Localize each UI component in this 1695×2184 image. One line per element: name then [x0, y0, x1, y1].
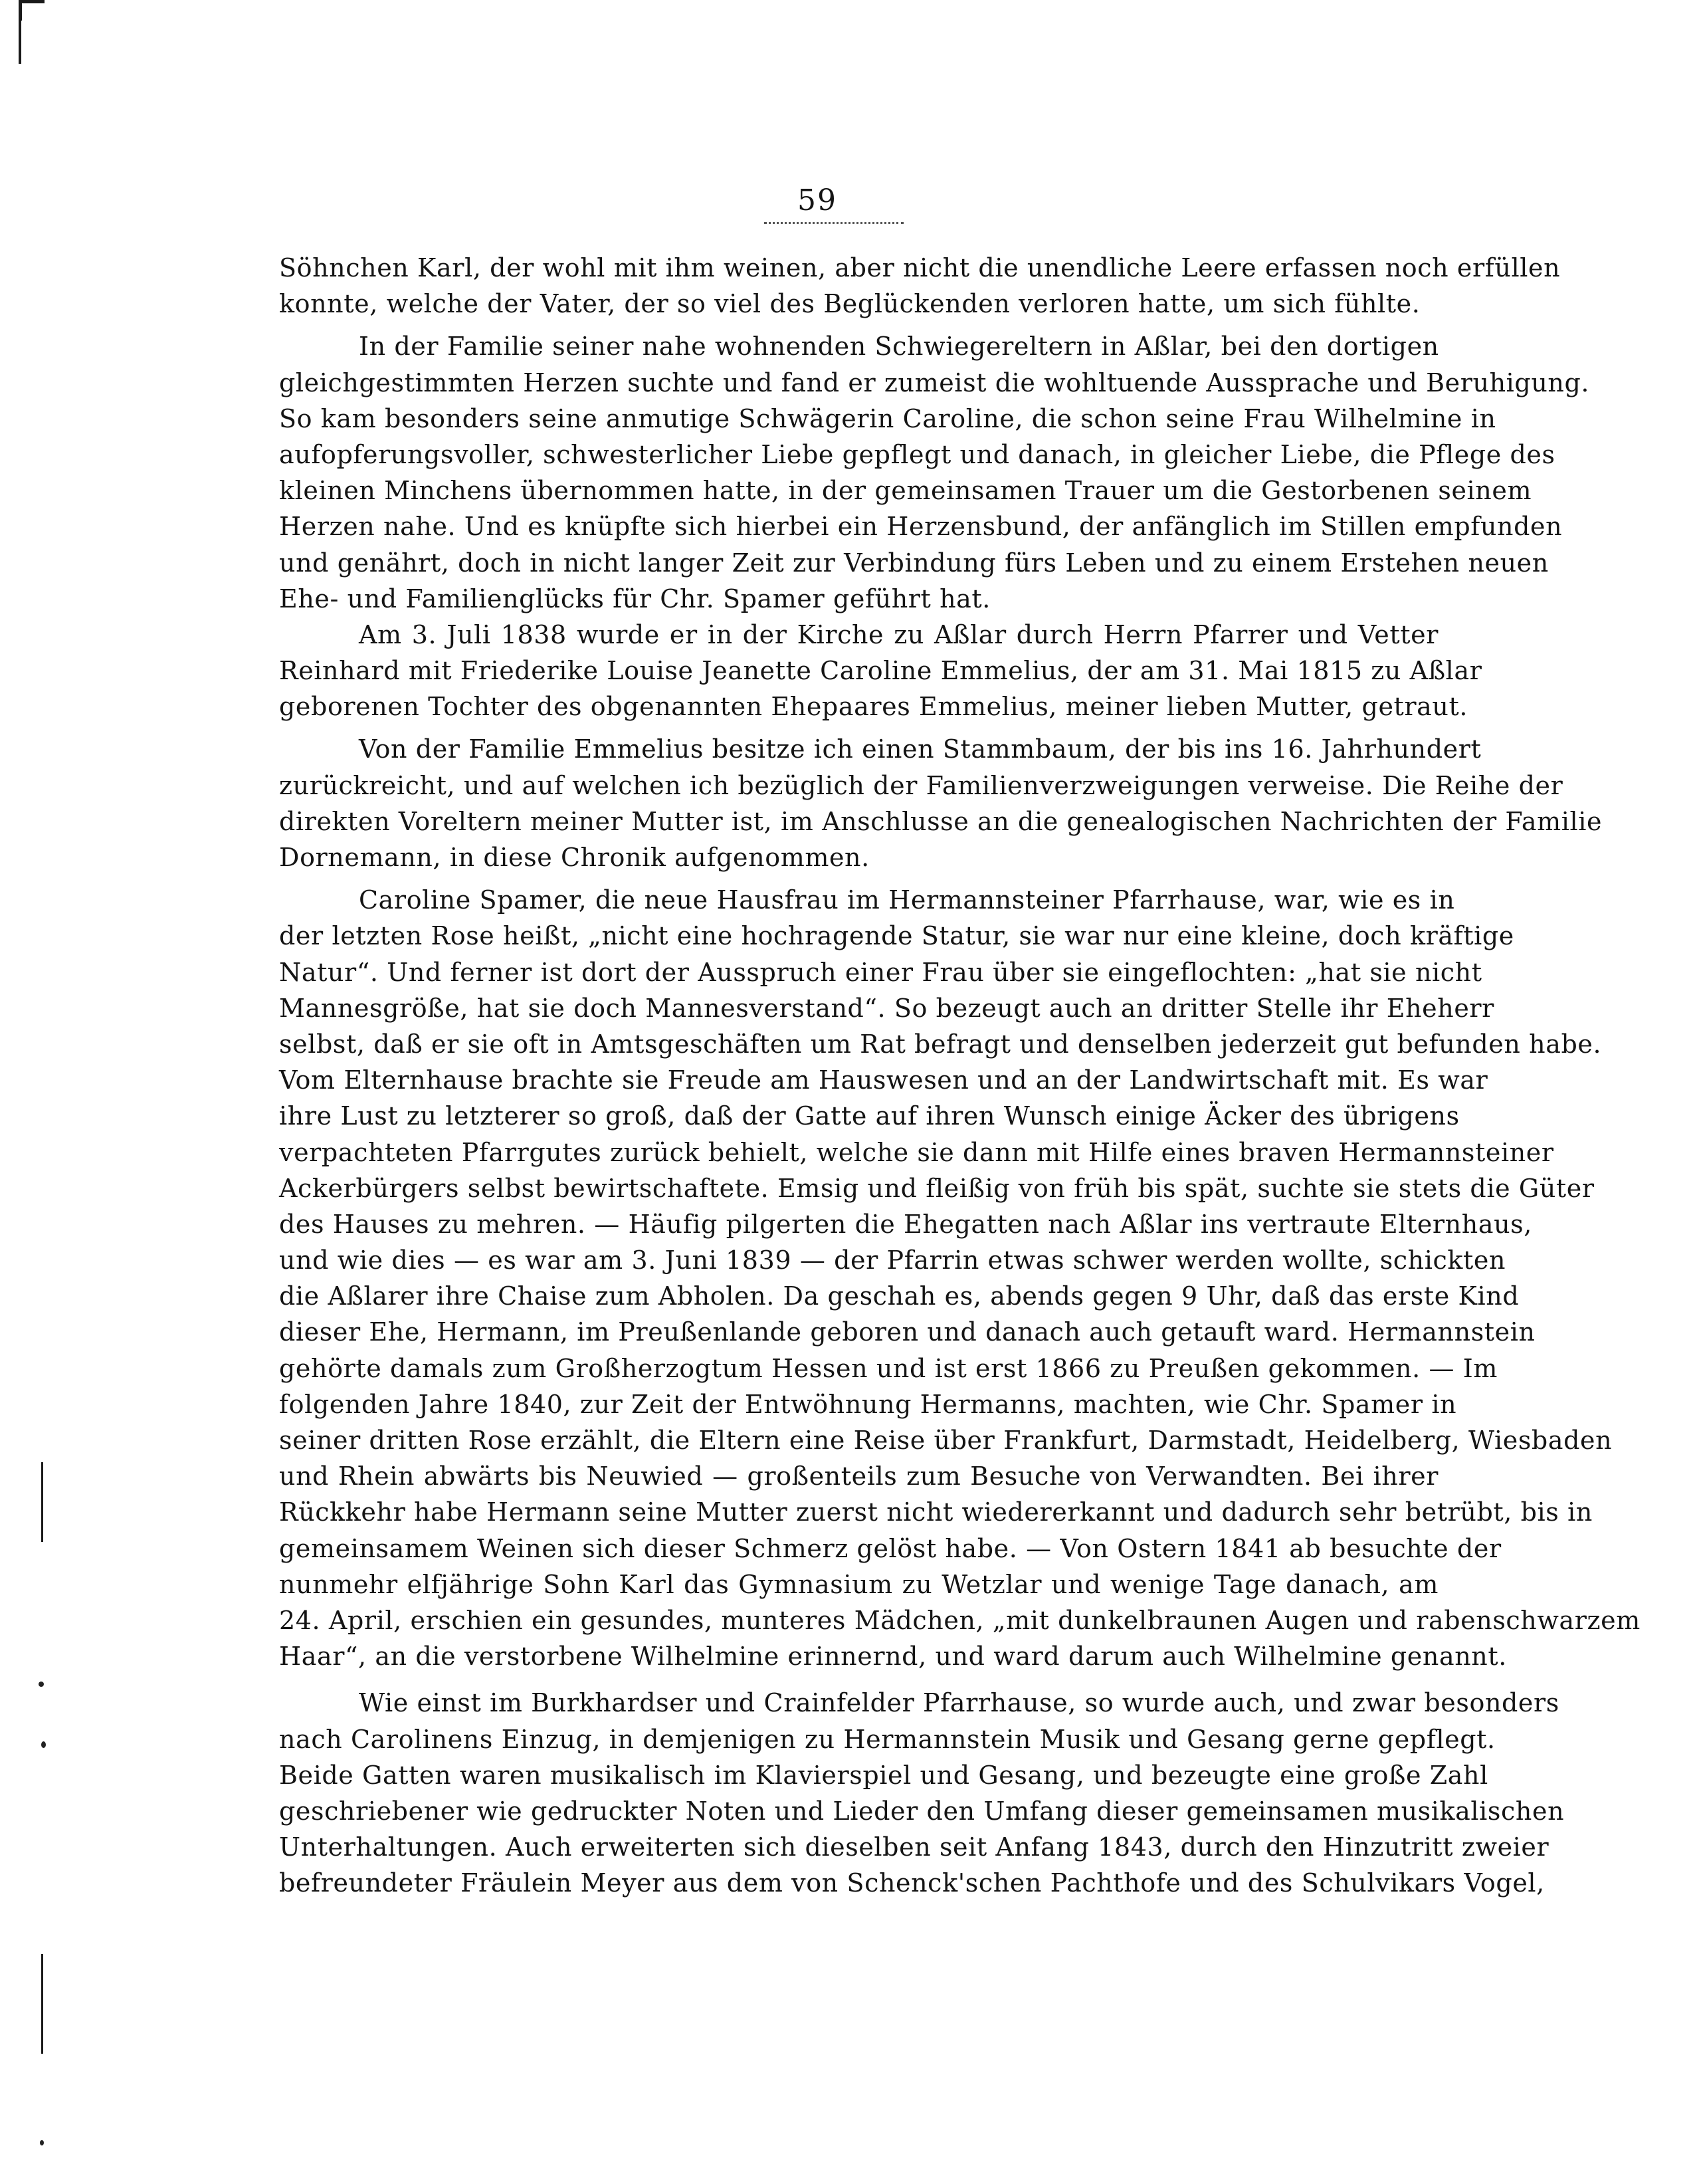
body-text [279, 250, 1641, 1901]
page-number: 59 [797, 183, 837, 217]
text-line: dieser Ehe, Hermann, im Preußenlande geboren und danach auch getauft ward. Hermannstein [279, 1317, 1536, 1347]
text-line: verpachteten Pfarrgutes zurück behielt, welche sie dann mit Hilfe eines braven Hermannsteiner [279, 1137, 1554, 1167]
text-line: konnte, welche der Vater, der so viel des Beglückenden verloren hatte, um sich fühlte. [279, 289, 1421, 319]
scan-edge-mark [19, 0, 45, 21]
text-line: und Rhein abwärts bis Neuwied — großenteils zum Besuche von Verwandten. Bei ihrer [279, 1462, 1439, 1491]
text-line: Dornemann, in diese Chronik aufgenommen. [279, 843, 870, 872]
text-line: Mannesgröße, hat sie doch Mannesverstand“. So bezeugt auch an dritter Stelle ihr Eheherr [279, 993, 1494, 1023]
text-line: Vom Elternhause brachte sie Freude am Hauswesen und an der Landwirtschaft mit. Es war [279, 1065, 1488, 1095]
text-line: aufopferungsvoller, schwesterlicher Liebe gepflegt und danach, in gleicher Liebe, die Pflege des [279, 439, 1555, 469]
paragraph [279, 1685, 1565, 1901]
text-line: Rückkehr habe Hermann seine Mutter zuerst nicht wiedererkannt und dadurch sehr betrübt, bis in [279, 1497, 1593, 1527]
text-line: zurückreicht, und auf welchen ich bezüglich der Familienverzweigungen verweise. Die Reihe der [279, 770, 1563, 800]
text-line: Caroline Spamer, die neue Hausfrau im Hermannsteiner Pfarrhause, war, wie es in [359, 885, 1455, 915]
text-line: So kam besonders seine anmutige Schwägerin Caroline, die schon seine Frau Wilhelmine in [279, 403, 1496, 433]
text-line: Ehe- und Familienglücks für Chr. Spamer geführt hat. [279, 584, 991, 613]
text-line: seiner dritten Rose erzählt, die Eltern eine Reise über Frankfurt, Darmstadt, Heidelberg, Wiesbaden [279, 1426, 1613, 1455]
text-line: des Hauses zu mehren. — Häufig pilgerten die Ehegatten nach Aßlar ins vertraute Elternhaus, [279, 1209, 1532, 1239]
text-line: geschriebener wie gedruckter Noten und Lieder den Umfang dieser gemeinsamen musikalischen [279, 1796, 1565, 1826]
text-line: Wie einst im Burkhardser und Crainfelder Pfarrhause, so wurde auch, und zwar besonders [359, 1688, 1559, 1718]
text-line: Reinhard mit Friederike Louise Jeanette Caroline Emmelius, der am 31. Mai 1815 zu Aßlar [279, 656, 1482, 686]
text-line: In der Familie seiner nahe wohnenden Schwiegereltern in Aßlar, bei den dortigen [359, 332, 1439, 362]
text-line: ihre Lust zu letzterer so groß, daß der Gatte auf ihren Wunsch einige Äcker des übrigens [279, 1101, 1460, 1131]
text-line: Herzen nahe. Und es knüpfte sich hierbei ein Herzensbund, der anfänglich im Stillen empfunden [279, 512, 1563, 542]
text-line: Am 3. Juli 1838 wurde er in der Kirche zu Aßlar durch Herrn Pfarrer und Vetter [359, 619, 1439, 649]
text-line: Unterhaltungen. Auch erweiterten sich dieselben seit Anfang 1843, durch den Hinzutritt zweier [279, 1832, 1549, 1862]
text-line: Von der Familie Emmelius besitze ich einen Stammbaum, der bis ins 16. Jahrhundert [359, 734, 1482, 764]
text-line: Haar“, an die verstorbene Wilhelmine erinnernd, und ward darum auch Wilhelmine genannt. [279, 1642, 1507, 1672]
text-line: und wie dies — es war am 3. Juni 1839 — der Pfarrin etwas schwer werden wollte, schickten [279, 1246, 1506, 1275]
text-line: Natur“. Und ferner ist dort der Ausspruch einer Frau über sie eingeflochten: „hat sie nicht [279, 957, 1482, 987]
text-line: gemeinsamem Weinen sich dieser Schmerz gelöst habe. — Von Ostern 1841 ab besuchte der [279, 1533, 1502, 1563]
text-line: direkten Voreltern meiner Mutter ist, im Anschlusse an die genealogischen Nachrichten der Familie [279, 806, 1603, 836]
text-line: die Aßlarer ihre Chaise zum Abholen. Da geschah es, abends gegen 9 Uhr, daß das erste Kind [279, 1281, 1520, 1311]
paragraph [279, 250, 1561, 322]
paragraph [279, 328, 1590, 617]
text-line: gehörte damals zum Großherzogtum Hessen und ist erst 1866 zu Preußen gekommen. — Im [279, 1353, 1498, 1383]
text-line: Ackerbürgers selbst bewirtschaftete. Emsig und fleißig von früh bis spät, suchte sie stets die Güter [279, 1173, 1595, 1203]
text-line: Beide Gatten waren musikalisch im Klavierspiel und Gesang, und bezeugte eine große Zahl [279, 1760, 1488, 1790]
paragraph [279, 617, 1482, 725]
text-line: befreundeter Fräulein Meyer aus dem von Schenck'schen Pachthofe und des Schulvikars Vogel, [279, 1868, 1545, 1898]
page-number-rule [764, 222, 904, 224]
text-line: folgenden Jahre 1840, zur Zeit der Entwöhnung Hermanns, machten, wie Chr. Spamer in [279, 1389, 1457, 1419]
paragraph [279, 882, 1641, 1674]
scan-speck [41, 1741, 46, 1748]
scan-edge-line [41, 1462, 43, 1542]
scan-speck [39, 1682, 44, 1687]
scan-edge-line [19, 0, 21, 64]
text-line: selbst, daß er sie oft in Amtsgeschäften um Rat befragt und denselben jederzeit gut befunden habe. [279, 1029, 1602, 1059]
text-line: der letzten Rose heißt, „nicht eine hochragende Statur, sie war nur eine kleine, doch kräftige [279, 921, 1514, 951]
text-line: und genährt, doch in nicht langer Zeit zur Verbindung fürs Leben und zu einem Erstehen neuen [279, 548, 1549, 578]
text-line: nunmehr elfjährige Sohn Karl das Gymnasium zu Wetzlar und wenige Tage danach, am [279, 1569, 1439, 1599]
text-line: kleinen Minchens übernommen hatte, in der gemeinsamen Trauer um die Gestorbenen seinem [279, 476, 1532, 506]
scan-edge-line [41, 1954, 43, 2054]
text-line: Söhnchen Karl, der wohl mit ihm weinen, aber nicht die unendliche Leere erfassen noch erfüllen [279, 253, 1561, 282]
text-line: 24. April, erschien ein gesundes, munteres Mädchen, „mit dunkelbraunen Augen und rabenschwarzem [279, 1605, 1641, 1635]
text-line: geborenen Tochter des obgenannten Ehepaares Emmelius, meiner lieben Mutter, getraut. [279, 692, 1468, 722]
text-line: gleichgestimmten Herzen suchte und fand er zumeist die wohltuende Aussprache und Beruhigung. [279, 368, 1590, 397]
paragraph [279, 731, 1603, 875]
text-line: nach Carolinens Einzug, in demjenigen zu Hermannstein Musik und Gesang gerne gepflegt. [279, 1724, 1496, 1754]
scan-speck [40, 2140, 44, 2145]
